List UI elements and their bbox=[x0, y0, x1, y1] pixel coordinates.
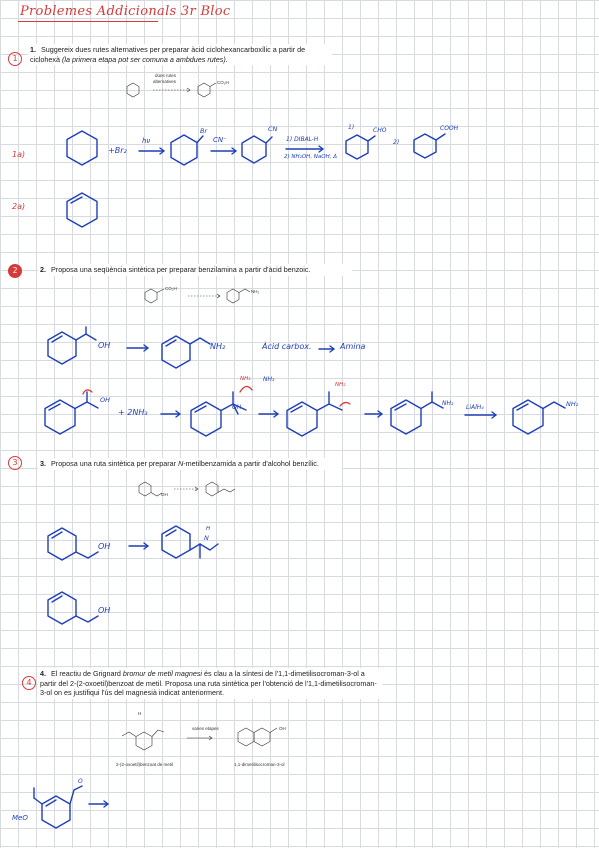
cyanocyclohexane-drawing bbox=[240, 132, 280, 166]
br-label: Br bbox=[200, 127, 208, 135]
cyclohexane-ring bbox=[127, 83, 139, 97]
row2-reagent: + 2NH₃ bbox=[118, 408, 148, 417]
q4-h-label: H bbox=[138, 711, 142, 716]
q4-handwritten-start-drawing bbox=[24, 778, 124, 838]
q3-start-label: OH bbox=[161, 492, 168, 497]
route-b-label: 2a) bbox=[12, 202, 26, 211]
row1-arrow-1 bbox=[126, 345, 152, 351]
benzoic-ring bbox=[145, 289, 157, 303]
q4-o-label: O bbox=[78, 778, 83, 785]
benzoate-ring bbox=[136, 732, 152, 750]
arrow-2 bbox=[210, 148, 240, 154]
carboxylic-acid-drawing bbox=[412, 128, 458, 162]
page-title: Problemes Addicionals 3r Bloc bbox=[20, 4, 231, 19]
question-3-text-b: N bbox=[178, 459, 184, 468]
arrow-1 bbox=[138, 148, 168, 154]
q3-row1-nh: N bbox=[204, 534, 209, 542]
row1-note-b: Amina bbox=[340, 342, 366, 351]
benzamide-drawing bbox=[386, 386, 466, 438]
hydroxyl-bond bbox=[270, 728, 277, 733]
aldehyde-drawing bbox=[345, 130, 385, 162]
q4-meo-label: MeO bbox=[12, 814, 28, 822]
question-2-text: Proposa una seqüència sintètica per preparar benzilamina a partir d'àcid benzoic. bbox=[51, 265, 311, 274]
q1-arrow-label-2: alternatives bbox=[153, 79, 177, 84]
step-3-num: 1) bbox=[348, 124, 355, 131]
q3-row2-oh: OH bbox=[98, 606, 111, 615]
q4-arrow-label: varies etapes bbox=[192, 726, 219, 731]
row1-oh: OH bbox=[98, 341, 111, 350]
row1-note-a: Àcid carbox. bbox=[262, 342, 312, 351]
row1-nh2: NH₂ bbox=[210, 342, 226, 351]
row2-oh2: OH bbox=[232, 404, 242, 411]
cyclohexane-product-ring bbox=[198, 83, 210, 97]
row2-product: NH₂ bbox=[566, 400, 579, 408]
benzyl-alcohol-ring bbox=[139, 482, 151, 496]
q3-arrow bbox=[128, 543, 152, 549]
question-3-text-box bbox=[38, 458, 342, 470]
question-4-scheme bbox=[112, 718, 312, 764]
question-4-number: 4. bbox=[40, 669, 46, 678]
isochroman-ring-a bbox=[238, 728, 254, 746]
question-4-text-a: El reactiu de Grignard bbox=[51, 669, 123, 678]
question-4-text-box bbox=[38, 668, 382, 699]
question-1-number: 1. bbox=[30, 45, 36, 54]
q3-row1-h: H bbox=[206, 526, 211, 532]
question-1-text-a: Suggereix dues rutes alternatives per preparar àcid ciclohexancarboxílic a partir de ciclohexà bbox=[30, 45, 306, 64]
title-underline bbox=[18, 21, 158, 22]
q4-oh-label: OH bbox=[279, 726, 286, 731]
question-4-text-b: bromur de metil magnesi bbox=[122, 669, 203, 678]
question-1-text-b: (la primera etapa pot ser comuna a ambdues rutes). bbox=[61, 54, 228, 64]
q1-arrow-label-1: dues rutes bbox=[155, 73, 177, 78]
reagent-hv: hν bbox=[142, 137, 151, 145]
benzylamine-chain bbox=[239, 289, 250, 293]
benzylamine-ring bbox=[227, 289, 239, 303]
cho-label: CHO bbox=[373, 127, 387, 134]
row2-nh3b: NH₃ bbox=[263, 376, 275, 383]
question-1-marker: 1 bbox=[8, 52, 22, 66]
step-4-num: 2) bbox=[393, 139, 400, 146]
row2-arrow-3 bbox=[364, 411, 386, 417]
cn-minus-label: CN⁻ bbox=[213, 136, 227, 144]
question-4-text-c: és clau a la síntesi de l'1,1-dimetilisocroman-3-ol a partir del 2-(2-oxoetil)benzoat de metil. Proposa una ruta sintètica per l'obtenció de l'1,1-dimetilisocroman-3-ol on es justifiqui l'ús del magnesià indicat anteriorment. bbox=[40, 669, 377, 697]
row2-arrow-2 bbox=[258, 411, 282, 417]
oxoethyl-chain bbox=[152, 730, 164, 737]
isochroman-ring-b bbox=[254, 728, 270, 746]
question-4-marker: 4 bbox=[22, 676, 36, 690]
q4-handwritten-arrow bbox=[88, 801, 112, 807]
question-3-number: 3. bbox=[40, 459, 46, 468]
row2-amide-nh2: NH₂ bbox=[442, 400, 454, 407]
benzylamine-product-drawing bbox=[508, 386, 578, 438]
tetrahedral-intermediate-2 bbox=[282, 380, 362, 440]
cyclohexane-drawing bbox=[62, 128, 102, 168]
question-3-scheme bbox=[134, 478, 244, 500]
row2-reagent-2: LiAlH₄ bbox=[466, 404, 484, 411]
row2-oh: OH bbox=[100, 396, 111, 404]
question-1-text bbox=[28, 44, 332, 65]
reagent-br2: +Br₂ bbox=[108, 146, 127, 155]
cyclohexene-drawing bbox=[62, 190, 102, 230]
question-2-marker: 2 bbox=[8, 264, 22, 278]
q4-start-name: 2-(2-oxoetil)benzoat de metil bbox=[116, 762, 174, 767]
benzylamine-drawing bbox=[158, 330, 218, 374]
row2-nh3: NH₃ bbox=[240, 376, 251, 382]
n-methylbenzamide-ring bbox=[206, 482, 218, 496]
cooh-label: COOH bbox=[440, 125, 459, 132]
q2-start-label: CO₂H bbox=[165, 286, 177, 291]
route-a-label: 1a) bbox=[12, 150, 26, 159]
q2-product-label: NH₂ bbox=[251, 289, 260, 294]
arrow-3 bbox=[285, 146, 327, 152]
question-3-text-a: Proposa una ruta sintètica per preparar bbox=[51, 459, 179, 468]
row2-arrow-1 bbox=[160, 411, 184, 417]
question-3-marker: 3 bbox=[8, 456, 22, 470]
cn-label: CN bbox=[268, 125, 278, 133]
bromocyclohexane-drawing bbox=[168, 132, 208, 168]
question-2-text-box bbox=[38, 264, 352, 276]
row2-nh2: NH₂ bbox=[335, 382, 346, 388]
q4-product-name: 1,1-dimetilisocroman-3-ol bbox=[234, 762, 285, 767]
question-3-text-c: -metilbenzamida a partir d'alcohol benzílic. bbox=[183, 459, 319, 468]
ester-chain bbox=[122, 732, 136, 737]
carboxyl-bond bbox=[210, 83, 216, 87]
row2-arrow-4 bbox=[464, 412, 500, 418]
q3-row1-oh: OH bbox=[98, 542, 111, 551]
n-methylbenzamide-drawing bbox=[158, 518, 238, 570]
tetrahedral-intermediate-1 bbox=[186, 380, 266, 440]
n-methylbenzamide-chain bbox=[218, 489, 235, 493]
question-2-number: 2. bbox=[40, 265, 46, 274]
benzoic-bond bbox=[157, 289, 164, 293]
step-1: 1) DIBAL-H bbox=[286, 136, 319, 143]
step-2: 2) NH₂OH, NaOH, Δ bbox=[284, 154, 338, 160]
q1-product-label: CO₂H bbox=[217, 80, 229, 85]
row1-arrow-2 bbox=[318, 346, 338, 352]
